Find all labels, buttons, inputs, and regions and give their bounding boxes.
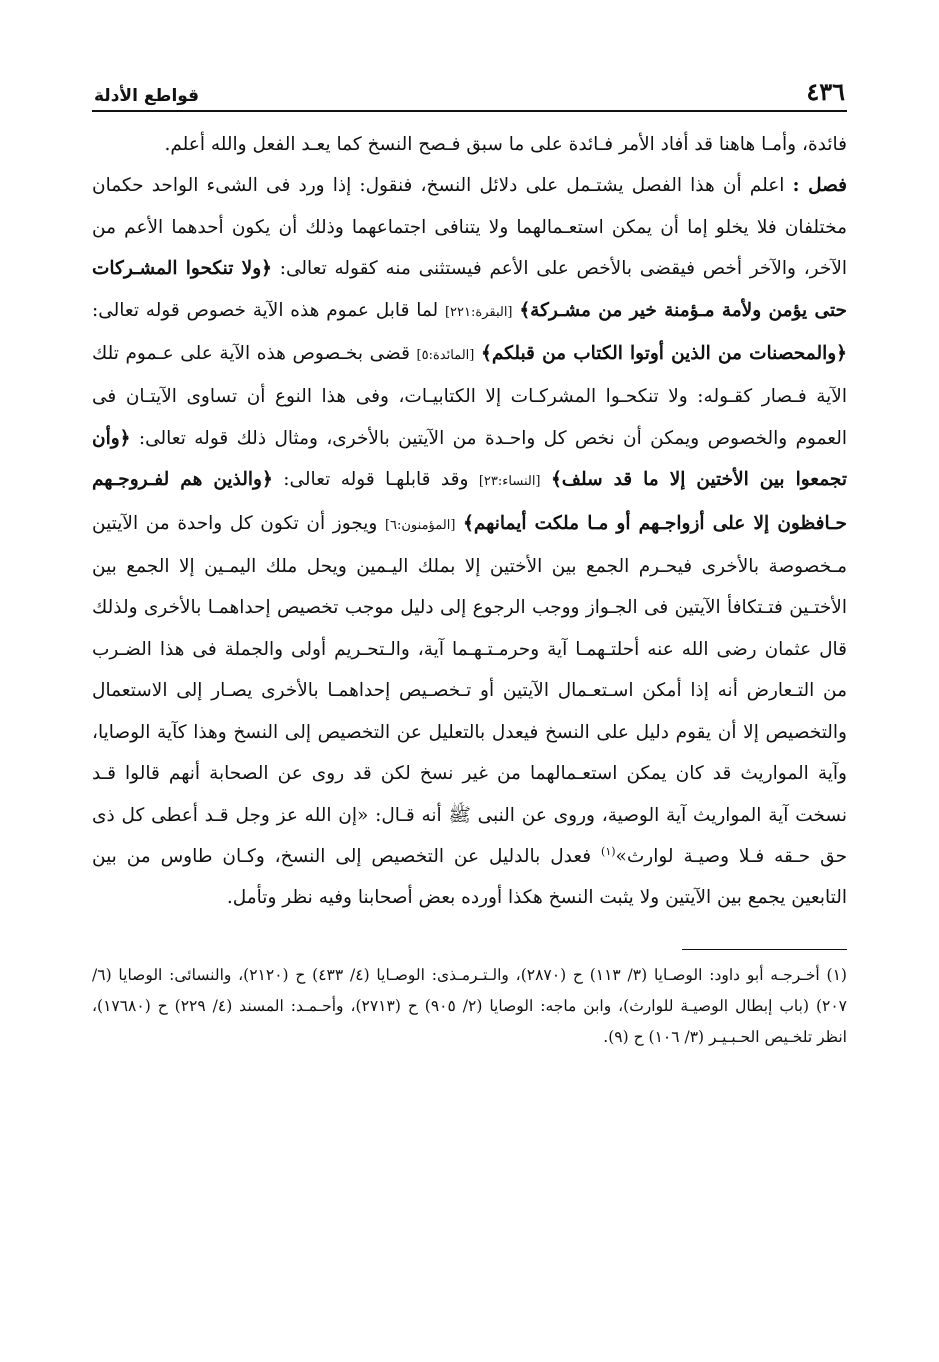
paragraph-1: فائدة، وأمـا هاهنا قد أفاد الأمر فـائدة على ما سبق فـصح النسخ كما يعـد الفعل والله أعلم. — [164, 134, 847, 155]
quran-verse: ﴿ولا تنكحوا المشـركات حتى يؤمن ولأمة مـؤمنة خير من مشـركة﴾ — [92, 258, 847, 321]
footnote-1: (١) أخـرجـه أبو داود: الوصـايا (٣/ ١١٣) ح (٢٨٧٠)، والـتـرمـذى: الوصـايا (٤/ ٤٣٣) ح (٢١٢٠)، والنسائى: الوصايا (٦/ ٢٠٧) (باب إبطال الوصيـة للوارث)، وابن ماجه: الوصايا (٢/ ٩٠٥) ح (٢٧١٣)، وأحـمـد: المسند (٤/ ٢٢٩) ح (١٧٦٨٠)، انظر تلخـيص الحـبـيـر (٣/ ١٠٦) ح (٩). — [92, 965, 847, 1046]
text-run: فعدل بالدليل عن التخصيص إلى النسخ، وكـان طاوس من بين التابعين يجمع بين الآيتين ولا يثبت النسخ هكذا أورده بعض أصحابنا وفيه نظر وتأمل. — [92, 845, 847, 909]
text-run: ويجوز أن تكون كل واحدة من الآيتين مـخصوصة بالأخرى فيحـرم الجمع بين الأختين إلا بملك اليـمين ويحل ملك اليمـين إلا الجمع بين الأختـين فتـتكافأ الآيتين فى الجـواز ووجب الرجوع إلى دليل موجب تخصيص إحداهمـا بالأخرى ولذلك قال عثمان رضى الله عنه أحلتـهمـا آية وحرمـتـهـما آية، والـتحـريم أولى والجملة فى هذا الضـرب من التـعارض أنه إذا أمكن اسـتعـمال الآيتين أو تـخصـيص إحداهمـا بالأخرى يصـار إلى الاستعمال والتخصيص إلا أن يقوم دليل على النسخ فيعدل بالتعليل عن التخصيص إلى النسخ وهذا كآية الوصايا، وآية المواريث قد كان يمكن استعـمالهما من غير نسخ لكن قد روى عن الصحابة أنهم قالوا قـد نسخت آية المواريث آية الوصية، وروى عن النبى ﷺ أنه قـال: «إن الله عز وجل قـد أعطى كل ذى حق حـقه فـلا وصيـة لوارث» — [92, 512, 848, 867]
quran-verse: ﴿والمحصنات من الذين أوتوا الكتاب من قبلكم﴾ — [480, 343, 847, 365]
quran-verse: ﴿وأن تجمعوا بين الأختين إلا ما قد سلف﴾ — [92, 427, 847, 491]
footnotes — [92, 960, 847, 1053]
footnote-marker: (١) — [601, 844, 616, 858]
paragraph-2 — [92, 165, 847, 918]
quran-verse: ﴿والذين هم لفـروجـهم حـافظون إلا على أزواجـهم أو مـا ملكت أيمانهم﴾ — [92, 469, 847, 534]
text-run: لما قابل عموم هذه الآية خصوص قوله تعالى: — [92, 299, 445, 321]
text-run: قضى بخـصوص هذه الآية على عـموم تلك الآية فـصار كقـوله: ولا تنكحـوا المشركـات إلا الكتابيـات، وفى هذا النوع أن تساوى الآيتـان فى العموم والخصوص ويمكن أن نخص كل واحـدة من الآيتين بالأخرى، ومثال ذلك قوله تعالى: — [92, 343, 847, 449]
text-run: وقد قابلهـا قوله تعالى: — [272, 469, 479, 491]
section-heading-word: فصل : — [792, 175, 847, 197]
verse-reference: [المؤمنون:٦] — [384, 517, 456, 533]
verse-reference: [المائدة:٥] — [416, 348, 475, 364]
main-text — [92, 124, 847, 919]
page-number: ٤٣٦ — [806, 77, 845, 106]
book-page — [92, 72, 847, 1312]
verse-reference: [النساء:٢٣] — [478, 474, 541, 490]
running-title: قواطع الأدلة — [94, 86, 200, 106]
verse-reference: [البقرة:٢٢١] — [444, 304, 513, 320]
text-run: اعلم أن هذا الفصل يشتـمل على دلائل النسخ، فنقول: إذا ورد فى الشىء الواحد حكمان مختلفان فلا يخلو إما أن يمكن استعـمالهما ولا يتنافى اجتماعهما وذلك أن يكون أحدهما الأعم من الآخر، والآخر أخص فيقضى بالأخص على الأعم فيستثنى منه كقوله تعالى: — [92, 175, 848, 280]
footnote-divider — [682, 949, 847, 950]
page-header — [92, 72, 847, 112]
